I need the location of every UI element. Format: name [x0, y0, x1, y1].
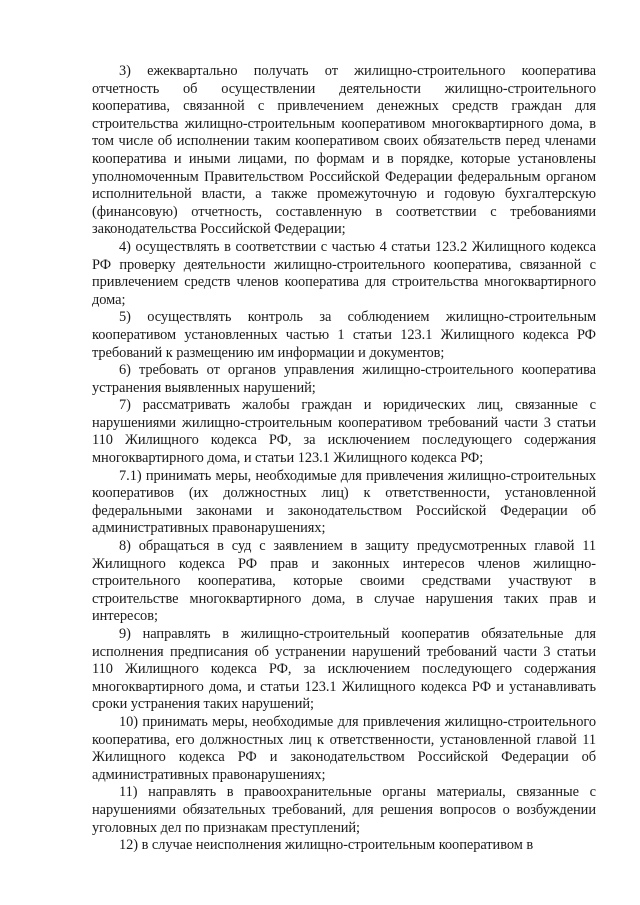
paragraph-item-9: 9) направлять в жилищно-строительный кооператив обязательные для исполнения предписания об устранении нарушений требований части 3 статьи 110 Жилищного кодекса РФ, за исключением последующего содержания многоквартирного дома, и статьи 123.1 Жилищного кодекса РФ и устанавливать сроки устранения таких нарушений;	[92, 626, 596, 713]
paragraph-item-7-1: 7.1) принимать меры, необходимые для привлечения жилищно-строительных кооперативов (их должностных лиц) к ответственности, установленной федеральными законами и законодательством Российской Федерации об административных правонарушениях;	[92, 467, 596, 537]
paragraph-item-10: 10) принимать меры, необходимые для привлечения жилищно-строительного кооператива, его должностных лиц к ответственности, установленной главой 11 Жилищного кодекса РФ и законодательством Российской Федерации об административных правонарушениях;	[92, 713, 596, 783]
paragraph-item-7: 7) рассматривать жалобы граждан и юридических лиц, связанные с нарушениями жилищно-строительным кооперативом требований части 3 статьи 110 Жилищного кодекса РФ, за исключением последующего содержания многоквартирного дома, и статьи 123.1 Жилищного кодекса РФ;	[92, 397, 596, 467]
paragraph-item-8: 8) обращаться в суд с заявлением в защиту предусмотренных главой 11 Жилищного кодекса РФ прав и законных интересов членов жилищно-строительного кооператива, которые своими средствами участвуют в строительстве многоквартирного дома, в случае нарушения таких прав и интересов;	[92, 538, 596, 625]
paragraph-item-4: 4) осуществлять в соответствии с частью 4 статьи 123.2 Жилищного кодекса РФ проверку деятельности жилищно-строительного кооператива, связанной с привлечением средств членов кооператива для строительства многоквартирного дома;	[92, 238, 596, 308]
paragraph-item-5: 5) осуществлять контроль за соблюдением жилищно-строительным кооперативом установленных частью 1 статьи 123.1 Жилищного кодекса РФ требований к размещению им информации и документов;	[92, 309, 596, 361]
paragraph-item-12: 12) в случае неисполнения жилищно-строительным кооперативом в	[119, 837, 534, 854]
document-page	[92, 63, 596, 855]
paragraph-item-11: 11) направлять в правоохранительные органы материалы, связанные с нарушениями обязательных требований, для решения вопросов о возбуждении уголовных дел по признакам преступлений;	[92, 784, 596, 836]
paragraph-item-3: 3) ежеквартально получать от жилищно-строительного кооператива отчетность об осуществлении деятельности жилищно-строительного кооператива, связанной с привлечением денежных средств граждан для строительства жилищно-строительным кооперативом многоквартирного дома, в том числе об исполнении таким кооперативом своих обязательств перед членами кооператива и иными лицами, по формам и в порядке, которые установлены уполномоченным Правительством Российской Федерации федеральным органом исполнительной власти, а также промежуточную и годовую бухгалтерскую (финансовую) отчетность, составленную в соответствии с требованиями законодательства Российской Федерации;	[92, 63, 596, 238]
paragraph-item-6: 6) требовать от органов управления жилищно-строительного кооператива устранения выявленных нарушений;	[92, 362, 596, 396]
